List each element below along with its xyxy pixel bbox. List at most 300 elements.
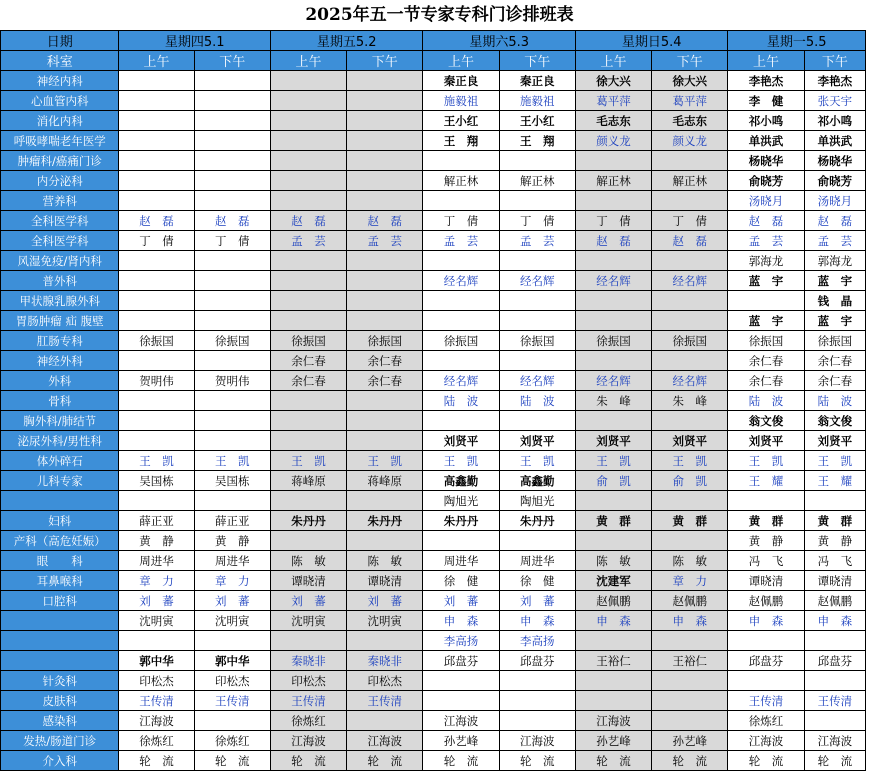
doctor-cell: 赵 磊: [652, 231, 728, 251]
doctor-cell: 余仁春: [347, 371, 423, 391]
doctor-cell: 赵 磊: [347, 211, 423, 231]
doctor-cell: 刘 蕃: [119, 591, 194, 611]
doctor-cell: [499, 291, 575, 311]
doctor-cell: 解正林: [575, 171, 651, 191]
am-header: 上午: [575, 51, 651, 71]
doctor-cell: 申 森: [804, 611, 865, 631]
doctor-cell: 徐大兴: [652, 71, 728, 91]
doctor-cell: 李高扬: [499, 631, 575, 651]
doctor-cell: 申 森: [499, 611, 575, 631]
doctor-cell: [347, 391, 423, 411]
doctor-cell: 轮 流: [347, 751, 423, 771]
dept-name: 呼吸哮喘老年医学: [1, 131, 119, 151]
doctor-cell: 刘贤平: [804, 431, 865, 451]
dept-name: 普外科: [1, 271, 119, 291]
doctor-cell: 沈明寅: [270, 611, 346, 631]
doctor-cell: 刘贤平: [423, 431, 499, 451]
doctor-cell: [728, 291, 804, 311]
doctor-cell: 谭晓清: [270, 571, 346, 591]
doctor-cell: [119, 271, 194, 291]
doctor-cell: [652, 311, 728, 331]
doctor-cell: [652, 151, 728, 171]
doctor-cell: 徐振国: [804, 331, 865, 351]
doctor-cell: 孙艺峰: [423, 731, 499, 751]
doctor-cell: [347, 111, 423, 131]
doctor-cell: [652, 191, 728, 211]
doctor-cell: 经名辉: [499, 271, 575, 291]
doctor-cell: 周进华: [499, 551, 575, 571]
dept-name: 肛肠专科: [1, 331, 119, 351]
doctor-cell: [270, 71, 346, 91]
date-header-row: [1, 31, 866, 51]
doctor-cell: [347, 711, 423, 731]
doctor-cell: 朱 峰: [652, 391, 728, 411]
doctor-cell: 刘 蕃: [499, 591, 575, 611]
doctor-cell: 余仁春: [728, 351, 804, 371]
doctor-cell: [270, 431, 346, 451]
doctor-cell: [575, 411, 651, 431]
doctor-cell: 余仁春: [728, 371, 804, 391]
table-row: [1, 111, 866, 131]
doctor-cell: 周进华: [119, 551, 194, 571]
doctor-cell: 王 翔: [499, 131, 575, 151]
doctor-cell: 薛正亚: [119, 511, 194, 531]
doctor-cell: 申 森: [423, 611, 499, 631]
doctor-cell: [499, 531, 575, 551]
doctor-cell: 谭晓清: [804, 571, 865, 591]
table-row: [1, 371, 866, 391]
doctor-cell: 朱丹丹: [499, 511, 575, 531]
schedule-table: [0, 30, 866, 771]
doctor-cell: 颜义龙: [652, 131, 728, 151]
doctor-cell: 徐炼红: [728, 711, 804, 731]
doctor-cell: 翁文俊: [804, 411, 865, 431]
doctor-cell: 章 力: [194, 571, 270, 591]
doctor-cell: [575, 671, 651, 691]
doctor-cell: 蒋峰原: [270, 471, 346, 491]
doctor-cell: [652, 631, 728, 651]
doctor-cell: [194, 311, 270, 331]
doctor-cell: [119, 631, 194, 651]
table-row: [1, 231, 866, 251]
doctor-cell: 贺明伟: [194, 371, 270, 391]
doctor-cell: 王传清: [347, 691, 423, 711]
doctor-cell: 徐振国: [347, 331, 423, 351]
doctor-cell: 郭中华: [119, 651, 194, 671]
doctor-cell: 陆 波: [804, 391, 865, 411]
doctor-cell: [347, 311, 423, 331]
doctor-cell: 王 翔: [423, 131, 499, 151]
dept-name: 感染科: [1, 711, 119, 731]
doctor-cell: 经名辉: [423, 371, 499, 391]
doctor-cell: 江海波: [119, 711, 194, 731]
doctor-cell: 印松杰: [194, 671, 270, 691]
doctor-cell: [119, 411, 194, 431]
doctor-cell: [119, 111, 194, 131]
doctor-cell: 秦正良: [499, 71, 575, 91]
doctor-cell: 李艳杰: [728, 71, 804, 91]
doctor-cell: [652, 351, 728, 371]
table-row: [1, 331, 866, 351]
doctor-cell: [119, 131, 194, 151]
doctor-cell: 孟 芸: [423, 231, 499, 251]
doctor-cell: 葛平萍: [652, 91, 728, 111]
doctor-cell: [499, 671, 575, 691]
day-header: 星期日5.4: [575, 31, 728, 51]
doctor-cell: 解正林: [652, 171, 728, 191]
doctor-cell: 印松杰: [270, 671, 346, 691]
table-row: [1, 271, 866, 291]
doctor-cell: 黄 静: [119, 531, 194, 551]
doctor-cell: [499, 251, 575, 271]
doctor-cell: [423, 351, 499, 371]
doctor-cell: [194, 91, 270, 111]
dept-name: 口腔科: [1, 591, 119, 611]
dept-name: [1, 491, 119, 511]
doctor-cell: 刘贤平: [499, 431, 575, 451]
doctor-cell: [194, 411, 270, 431]
doctor-cell: [270, 531, 346, 551]
doctor-cell: 江海波: [728, 731, 804, 751]
doctor-cell: 余仁春: [270, 371, 346, 391]
doctor-cell: 邱盘芬: [423, 651, 499, 671]
dept-name: 消化内科: [1, 111, 119, 131]
table-row: [1, 471, 866, 491]
doctor-cell: 蓝 宇: [804, 311, 865, 331]
doctor-cell: 赵佩鹏: [652, 591, 728, 611]
dept-name: 神经内科: [1, 71, 119, 91]
doctor-cell: [575, 491, 651, 511]
doctor-cell: [575, 311, 651, 331]
doctor-cell: 王传清: [194, 691, 270, 711]
am-header: 上午: [423, 51, 499, 71]
date-label: 日期: [1, 31, 119, 51]
doctor-cell: [347, 291, 423, 311]
doctor-cell: 赵 磊: [575, 231, 651, 251]
table-row: [1, 171, 866, 191]
doctor-cell: 单洪武: [728, 131, 804, 151]
doctor-cell: [270, 251, 346, 271]
doctor-cell: 陶旭光: [499, 491, 575, 511]
doctor-cell: 轮 流: [194, 751, 270, 771]
doctor-cell: 江海波: [804, 731, 865, 751]
doctor-cell: 徐振国: [728, 331, 804, 351]
doctor-cell: 刘 蕃: [270, 591, 346, 611]
pm-header: 下午: [194, 51, 270, 71]
doctor-cell: 徐炼红: [194, 731, 270, 751]
doctor-cell: [652, 251, 728, 271]
dept-name: 胸外科/肺结节: [1, 411, 119, 431]
table-row: [1, 451, 866, 471]
doctor-cell: [423, 191, 499, 211]
doctor-cell: 章 力: [119, 571, 194, 591]
doctor-cell: [194, 351, 270, 371]
table-row: [1, 251, 866, 271]
doctor-cell: 葛平萍: [575, 91, 651, 111]
doctor-cell: 徐振国: [119, 331, 194, 351]
doctor-cell: [728, 631, 804, 651]
doctor-cell: 解正林: [499, 171, 575, 191]
doctor-cell: 申 森: [728, 611, 804, 631]
doctor-cell: 俞晓芳: [804, 171, 865, 191]
doctor-cell: [270, 91, 346, 111]
doctor-cell: 杨晓华: [804, 151, 865, 171]
doctor-cell: 徐大兴: [575, 71, 651, 91]
table-row: [1, 211, 866, 231]
doctor-cell: 祁小鸣: [728, 111, 804, 131]
doctor-cell: 赵 磊: [194, 211, 270, 231]
table-row: [1, 531, 866, 551]
doctor-cell: 徐 健: [499, 571, 575, 591]
doctor-cell: [194, 711, 270, 731]
doctor-cell: [270, 631, 346, 651]
doctor-cell: [347, 431, 423, 451]
doctor-cell: [347, 251, 423, 271]
doctor-cell: 江海波: [270, 731, 346, 751]
doctor-cell: 李艳杰: [804, 71, 865, 91]
doctor-cell: [194, 71, 270, 91]
table-row: [1, 731, 866, 751]
doctor-cell: [499, 151, 575, 171]
doctor-cell: [270, 391, 346, 411]
table-row: [1, 691, 866, 711]
doctor-cell: 朱丹丹: [347, 511, 423, 531]
doctor-cell: [119, 171, 194, 191]
doctor-cell: 陈 敏: [270, 551, 346, 571]
doctor-cell: 王 凯: [499, 451, 575, 471]
doctor-cell: [347, 191, 423, 211]
session-header-row: [1, 51, 866, 71]
doctor-cell: [347, 411, 423, 431]
doctor-cell: 邱盘芬: [804, 651, 865, 671]
doctor-cell: [804, 711, 865, 731]
doctor-cell: 王 凯: [804, 451, 865, 471]
table-row: [1, 391, 866, 411]
doctor-cell: [194, 631, 270, 651]
doctor-cell: 江海波: [499, 731, 575, 751]
dept-name: 针灸科: [1, 671, 119, 691]
doctor-cell: 陆 波: [423, 391, 499, 411]
doctor-cell: [423, 251, 499, 271]
doctor-cell: 王裕仁: [575, 651, 651, 671]
dept-name: 皮肤科: [1, 691, 119, 711]
doctor-cell: 轮 流: [652, 751, 728, 771]
doctor-cell: 汤晓月: [728, 191, 804, 211]
doctor-cell: [575, 691, 651, 711]
doctor-cell: 黄 静: [804, 531, 865, 551]
table-row: [1, 751, 866, 771]
doctor-cell: 蓝 宇: [728, 271, 804, 291]
doctor-cell: [119, 251, 194, 271]
doctor-cell: 赵 磊: [270, 211, 346, 231]
doctor-cell: [119, 291, 194, 311]
dept-name: [1, 651, 119, 671]
doctor-cell: 刘贤平: [728, 431, 804, 451]
table-row: [1, 151, 866, 171]
doctor-cell: 李 健: [728, 91, 804, 111]
dept-name: 神经外科: [1, 351, 119, 371]
doctor-cell: 邱盘芬: [499, 651, 575, 671]
dept-name: 外科: [1, 371, 119, 391]
doctor-cell: 朱丹丹: [423, 511, 499, 531]
doctor-cell: [347, 71, 423, 91]
doctor-cell: 俞晓芳: [728, 171, 804, 191]
doctor-cell: 单洪武: [804, 131, 865, 151]
doctor-cell: [347, 631, 423, 651]
doctor-cell: [652, 671, 728, 691]
dept-name: 心血管内科: [1, 91, 119, 111]
doctor-cell: 经名辉: [652, 371, 728, 391]
doctor-cell: [728, 491, 804, 511]
doctor-cell: 余仁春: [270, 351, 346, 371]
doctor-cell: 毛志东: [652, 111, 728, 131]
doctor-cell: [423, 311, 499, 331]
doctor-cell: 丁 倩: [119, 231, 194, 251]
doctor-cell: 沈明寅: [194, 611, 270, 631]
table-row: [1, 591, 866, 611]
doctor-cell: 邱盘芬: [728, 651, 804, 671]
doctor-cell: 章 力: [652, 571, 728, 591]
doctor-cell: 赵佩鹏: [575, 591, 651, 611]
doctor-cell: 施毅祖: [423, 91, 499, 111]
doctor-cell: 翁文俊: [728, 411, 804, 431]
doctor-cell: [119, 71, 194, 91]
table-row: [1, 191, 866, 211]
doctor-cell: 陈 敏: [347, 551, 423, 571]
doctor-cell: 经名辉: [652, 271, 728, 291]
doctor-cell: [423, 671, 499, 691]
doctor-cell: [347, 271, 423, 291]
doctor-cell: 吴国栋: [194, 471, 270, 491]
doctor-cell: [575, 251, 651, 271]
doctor-cell: [652, 691, 728, 711]
doctor-cell: 陶旭光: [423, 491, 499, 511]
doctor-cell: 李高扬: [423, 631, 499, 651]
doctor-cell: 贺明伟: [119, 371, 194, 391]
doctor-cell: 刘 蕃: [347, 591, 423, 611]
day-header: 星期四5.1: [119, 31, 271, 51]
doctor-cell: 王 凯: [728, 451, 804, 471]
doctor-cell: [194, 191, 270, 211]
doctor-cell: 经名辉: [575, 371, 651, 391]
doctor-cell: 孟 芸: [804, 231, 865, 251]
doctor-cell: [347, 171, 423, 191]
table-row: [1, 611, 866, 631]
table-row: [1, 431, 866, 451]
doctor-cell: 陈 敏: [575, 551, 651, 571]
doctor-cell: [575, 291, 651, 311]
doctor-cell: 陆 波: [499, 391, 575, 411]
doctor-cell: [270, 491, 346, 511]
doctor-cell: [575, 631, 651, 651]
pm-header: 下午: [499, 51, 575, 71]
doctor-cell: 轮 流: [119, 751, 194, 771]
doctor-cell: 张天宇: [804, 91, 865, 111]
table-row: [1, 411, 866, 431]
day-header: 星期六5.3: [423, 31, 576, 51]
doctor-cell: 丁 倩: [423, 211, 499, 231]
doctor-cell: 轮 流: [423, 751, 499, 771]
doctor-cell: [194, 291, 270, 311]
doctor-cell: [270, 291, 346, 311]
doctor-cell: [347, 491, 423, 511]
doctor-cell: 孟 芸: [270, 231, 346, 251]
doctor-cell: 王 凯: [347, 451, 423, 471]
doctor-cell: [652, 411, 728, 431]
doctor-cell: [119, 191, 194, 211]
pm-header: 下午: [347, 51, 423, 71]
doctor-cell: 江海波: [575, 711, 651, 731]
doctor-cell: 朱 峰: [575, 391, 651, 411]
doctor-cell: 沈明寅: [119, 611, 194, 631]
dept-name: [1, 611, 119, 631]
table-row: [1, 131, 866, 151]
doctor-cell: [652, 531, 728, 551]
day-header: 星期一5.5: [728, 31, 866, 51]
table-row: [1, 91, 866, 111]
doctor-cell: [119, 351, 194, 371]
dept-name: 耳鼻喉科: [1, 571, 119, 591]
doctor-cell: 高鑫勤: [423, 471, 499, 491]
doctor-cell: [423, 151, 499, 171]
doctor-cell: 孙艺峰: [575, 731, 651, 751]
doctor-cell: [575, 191, 651, 211]
doctor-cell: 陆 波: [728, 391, 804, 411]
doctor-cell: 刘贤平: [575, 431, 651, 451]
doctor-cell: 冯 飞: [728, 551, 804, 571]
doctor-cell: 周进华: [423, 551, 499, 571]
doctor-cell: 徐炼红: [270, 711, 346, 731]
dept-name: 内分泌科: [1, 171, 119, 191]
doctor-cell: 徐振国: [270, 331, 346, 351]
doctor-cell: [423, 531, 499, 551]
page-title: 2025年五一节专家专科门诊排班表: [305, 5, 574, 25]
table-row: [1, 491, 866, 511]
doctor-cell: [194, 251, 270, 271]
doctor-cell: 余仁春: [804, 351, 865, 371]
doctor-cell: 蓝 宇: [728, 311, 804, 331]
doctor-cell: 王裕仁: [652, 651, 728, 671]
doctor-cell: [270, 411, 346, 431]
doctor-cell: 沈建军: [575, 571, 651, 591]
doctor-cell: [499, 711, 575, 731]
doctor-cell: 江海波: [347, 731, 423, 751]
doctor-cell: 印松杰: [119, 671, 194, 691]
doctor-cell: 薛正亚: [194, 511, 270, 531]
doctor-cell: [270, 171, 346, 191]
doctor-cell: [575, 151, 651, 171]
dept-name: 肿瘤科/癌痛门诊: [1, 151, 119, 171]
dept-name: 产科（高危妊娠）: [1, 531, 119, 551]
doctor-cell: 俞 凯: [575, 471, 651, 491]
doctor-cell: 钱 晶: [804, 291, 865, 311]
doctor-cell: 郭中华: [194, 651, 270, 671]
doctor-cell: 徐振国: [423, 331, 499, 351]
dept-label: 科室: [1, 51, 119, 71]
doctor-cell: 王传清: [728, 691, 804, 711]
doctor-cell: 周进华: [194, 551, 270, 571]
doctor-cell: [194, 111, 270, 131]
doctor-cell: 高鑫勤: [499, 471, 575, 491]
doctor-cell: 轮 流: [575, 751, 651, 771]
doctor-cell: 黄 群: [575, 511, 651, 531]
doctor-cell: [499, 691, 575, 711]
dept-name: [1, 631, 119, 651]
doctor-cell: 经名辉: [423, 271, 499, 291]
doctor-cell: 王小红: [499, 111, 575, 131]
doctor-cell: 王传清: [270, 691, 346, 711]
doctor-cell: [575, 531, 651, 551]
